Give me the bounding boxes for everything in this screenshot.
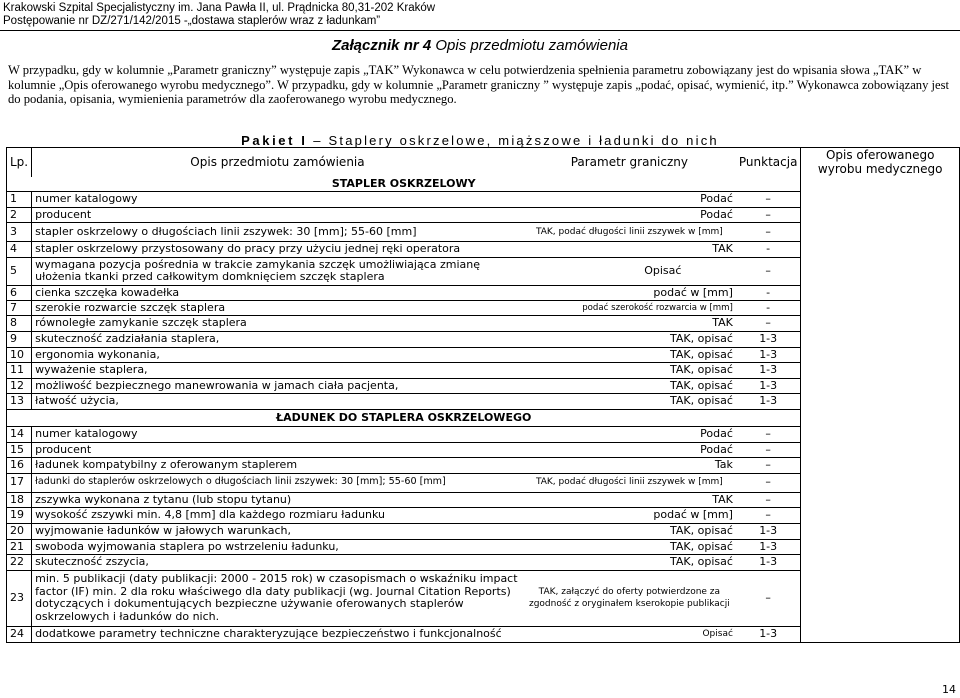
- row-description: min. 5 publikacji (daty publikacji: 2000 - 2015 rok) w czasopismach o wskaźniku impact factor (IF) min. 2 dla roku właściwego dla daty publikacji (wg. Journal Citation Reports) dotyczących i dokumentujących bezpieczne używanie oferowanych staplerów oskrzelowych i ładunków do nich.: [32, 570, 523, 626]
- row-description: wyjmowanie ładunków w jałowych warunkach,: [32, 523, 523, 539]
- row-points: –: [736, 458, 801, 474]
- row-points: 1-3: [736, 555, 801, 571]
- row-points: -: [736, 242, 801, 258]
- table-row: [7, 508, 960, 524]
- intro-paragraph: W przypadku, gdy w kolumnie „Parametr graniczny” występuje zapis „TAK” Wykonawca w celu potwierdzenia spełnienia parametru zobowiązany jest do wpisania słowa „TAK” w kolumnie „Opis oferowanego wyrobu medycznego”. W przypadku, gdy w kolumnie „Parametr graniczny ” występuje zapis „podać, opisać, wymienić, itp.” Wykonawca zobowiązany jest do podania, opisania, wymienienia parametrów dla zaoferowanego wyrobu medycznego.: [8, 63, 950, 106]
- row-number: 11: [7, 363, 32, 379]
- row-number: 16: [7, 458, 32, 474]
- row-points: –: [736, 492, 801, 508]
- table-row: [7, 285, 960, 301]
- row-points: –: [736, 442, 801, 458]
- section-title: STAPLER OSKRZELOWY: [7, 177, 801, 192]
- row-description: stapler oskrzelowy przystosowany do pracy przy użyciu jednej ręki operatora: [32, 242, 523, 258]
- row-parameter: podać szerokość rozwarcia w [mm]: [523, 301, 736, 316]
- row-parameter: TAK: [523, 242, 736, 258]
- row-parameter: podać w [mm]: [523, 508, 736, 524]
- table-row: [7, 442, 960, 458]
- offer-cell[interactable]: [801, 394, 960, 410]
- row-number: 17: [7, 473, 32, 492]
- offer-cell[interactable]: [801, 177, 960, 192]
- row-description: równoległe zamykanie szczęk staplera: [32, 316, 523, 332]
- table-row: [7, 378, 960, 394]
- offer-cell[interactable]: [801, 570, 960, 626]
- header-hospital: Krakowski Szpital Specjalistyczny im. Jana Pawła II, ul. Prądnicka 80,31-202 Kraków: [3, 2, 436, 14]
- row-parameter: TAK, opisać: [523, 378, 736, 394]
- header-offer: Opis oferowanego wyrobu medycznego: [801, 148, 960, 177]
- package-heading: [0, 133, 960, 148]
- row-parameter: TAK: [523, 316, 736, 332]
- row-points: –: [736, 508, 801, 524]
- table-row: [7, 242, 960, 258]
- offer-cell[interactable]: [801, 508, 960, 524]
- row-parameter: TAK, opisać: [523, 363, 736, 379]
- row-description: ergonomia wykonania,: [32, 347, 523, 363]
- table-row: [7, 363, 960, 379]
- row-number: 23: [7, 570, 32, 626]
- row-parameter: TAK, załączyć do oferty potwierdzone za zgodność z oryginałem kserokopie publikacji: [523, 570, 736, 626]
- offer-cell[interactable]: [801, 301, 960, 316]
- row-points: 1-3: [736, 523, 801, 539]
- row-parameter: TAK, podać długości linii zszywek w [mm]: [523, 473, 736, 492]
- row-points: 1-3: [736, 539, 801, 555]
- offer-cell[interactable]: [801, 458, 960, 474]
- row-parameter: TAK, opisać: [523, 394, 736, 410]
- table-row: [7, 523, 960, 539]
- row-points: 1-3: [736, 626, 801, 642]
- table-row: [7, 316, 960, 332]
- offer-cell[interactable]: [801, 316, 960, 332]
- offer-cell[interactable]: [801, 492, 960, 508]
- row-parameter: TAK, opisać: [523, 347, 736, 363]
- table-row: [7, 223, 960, 242]
- row-number: 2: [7, 207, 32, 223]
- header-points: Punktacja: [736, 148, 801, 177]
- row-number: 15: [7, 442, 32, 458]
- row-parameter: Podać: [523, 207, 736, 223]
- offer-cell[interactable]: [801, 257, 960, 285]
- row-number: 5: [7, 257, 32, 285]
- offer-cell[interactable]: [801, 409, 960, 426]
- table-row: [7, 426, 960, 442]
- row-parameter: Podać: [523, 426, 736, 442]
- row-description: szerokie rozwarcie szczęk staplera: [32, 301, 523, 316]
- row-parameter: podać w [mm]: [523, 285, 736, 301]
- offer-cell[interactable]: [801, 523, 960, 539]
- title-rest: Opis przedmiotu zamówienia: [431, 37, 628, 54]
- spec-table: [6, 147, 960, 643]
- row-description: cienka szczęka kowadełka: [32, 285, 523, 301]
- package-rest: – Staplery oskrzelowe, miąższowe i ładunki do nich: [307, 133, 719, 148]
- offer-cell[interactable]: [801, 626, 960, 642]
- offer-cell[interactable]: [801, 223, 960, 242]
- row-number: 20: [7, 523, 32, 539]
- row-description: producent: [32, 207, 523, 223]
- row-description: numer katalogowy: [32, 192, 523, 208]
- row-points: –: [736, 316, 801, 332]
- row-description: skuteczność zadziałania staplera,: [32, 331, 523, 347]
- row-number: 22: [7, 555, 32, 571]
- row-number: 9: [7, 331, 32, 347]
- row-parameter: Opisać: [523, 257, 736, 285]
- header-divider: [0, 30, 960, 31]
- row-parameter: TAK, opisać: [523, 331, 736, 347]
- row-number: 14: [7, 426, 32, 442]
- row-number: 21: [7, 539, 32, 555]
- row-parameter: Opisać: [523, 626, 736, 642]
- offer-cell[interactable]: [801, 442, 960, 458]
- row-description: dodatkowe parametry techniczne charakteryzujące bezpieczeństwo i funkcjonalność: [32, 626, 523, 642]
- row-points: –: [736, 223, 801, 242]
- row-number: 6: [7, 285, 32, 301]
- offer-cell[interactable]: [801, 285, 960, 301]
- table-row: [7, 473, 960, 492]
- row-number: 12: [7, 378, 32, 394]
- offer-cell[interactable]: [801, 555, 960, 571]
- row-description: numer katalogowy: [32, 426, 523, 442]
- row-description: wyważenie staplera,: [32, 363, 523, 379]
- row-parameter: TAK, opisać: [523, 555, 736, 571]
- offer-cell[interactable]: [801, 331, 960, 347]
- offer-cell[interactable]: [801, 347, 960, 363]
- title-bold: Załącznik nr 4: [332, 37, 432, 54]
- row-number: 8: [7, 316, 32, 332]
- row-number: 7: [7, 301, 32, 316]
- row-points: 1-3: [736, 363, 801, 379]
- row-parameter: TAK, opisać: [523, 539, 736, 555]
- row-parameter: Podać: [523, 192, 736, 208]
- row-description: ładunek kompatybilny z oferowanym staplerem: [32, 458, 523, 474]
- row-points: –: [736, 207, 801, 223]
- row-description: ładunki do staplerów oskrzelowych o długościach linii zszywek: 30 [mm]; 55-60 [mm]: [32, 473, 523, 492]
- row-parameter: Podać: [523, 442, 736, 458]
- offer-cell[interactable]: [801, 192, 960, 208]
- table-row: [7, 347, 960, 363]
- offer-cell[interactable]: [801, 378, 960, 394]
- page-title: [0, 37, 960, 54]
- package-bold: Pakiet I: [241, 133, 308, 148]
- row-number: 19: [7, 508, 32, 524]
- header-parameter: Parametr graniczny: [523, 148, 736, 177]
- row-points: –: [736, 473, 801, 492]
- row-parameter: Tak: [523, 458, 736, 474]
- table-row: [7, 192, 960, 208]
- document-header: [3, 2, 435, 28]
- table-header-row: [7, 148, 960, 177]
- row-points: 1-3: [736, 331, 801, 347]
- offer-cell[interactable]: [801, 242, 960, 258]
- row-description: wysokość zszywki min. 4,8 [mm] dla każdego rozmiaru ładunku: [32, 508, 523, 524]
- section-row: [7, 409, 960, 426]
- header-procedure: Postępowanie nr DZ/271/142/2015 -„dostawa staplerów wraz z ładunkam”: [3, 15, 381, 27]
- row-parameter: TAK: [523, 492, 736, 508]
- row-parameter: TAK, opisać: [523, 523, 736, 539]
- row-number: 1: [7, 192, 32, 208]
- table-row: [7, 626, 960, 642]
- row-points: 1-3: [736, 378, 801, 394]
- row-description: producent: [32, 442, 523, 458]
- offer-cell[interactable]: [801, 207, 960, 223]
- row-description: swoboda wyjmowania staplera po wstrzeleniu ładunku,: [32, 539, 523, 555]
- table-row: [7, 570, 960, 626]
- table-row: [7, 394, 960, 410]
- table-row: [7, 492, 960, 508]
- table-row: [7, 331, 960, 347]
- row-number: 10: [7, 347, 32, 363]
- table-row: [7, 301, 960, 316]
- row-number: 24: [7, 626, 32, 642]
- section-row: [7, 177, 960, 192]
- row-description: stapler oskrzelowy o długościach linii zszywek: 30 [mm]; 55-60 [mm]: [32, 223, 523, 242]
- offer-cell[interactable]: [801, 426, 960, 442]
- row-points: -: [736, 285, 801, 301]
- table-row: [7, 257, 960, 285]
- header-description: Opis przedmiotu zamówienia: [32, 148, 523, 177]
- header-lp: Lp.: [7, 148, 32, 177]
- row-points: –: [736, 192, 801, 208]
- table-row: [7, 555, 960, 571]
- offer-cell[interactable]: [801, 363, 960, 379]
- row-description: skuteczność zszycia,: [32, 555, 523, 571]
- row-description: łatwość użycia,: [32, 394, 523, 410]
- table-row: [7, 539, 960, 555]
- row-points: 1-3: [736, 347, 801, 363]
- row-points: –: [736, 426, 801, 442]
- row-number: 13: [7, 394, 32, 410]
- row-number: 4: [7, 242, 32, 258]
- row-number: 3: [7, 223, 32, 242]
- offer-cell[interactable]: [801, 539, 960, 555]
- row-points: –: [736, 570, 801, 626]
- page-number: 14: [942, 683, 956, 696]
- table-row: [7, 207, 960, 223]
- row-points: 1-3: [736, 394, 801, 410]
- row-number: 18: [7, 492, 32, 508]
- row-description: wymagana pozycja pośrednia w trakcie zamykania szczęk umożliwiająca zmianę ułożenia tkanki przed całkowitym domknięciem szczęk staplera: [32, 257, 523, 285]
- offer-cell[interactable]: [801, 473, 960, 492]
- row-parameter: TAK, podać długości linii zszywek w [mm]: [523, 223, 736, 242]
- row-description: możliwość bezpiecznego manewrowania w jamach ciała pacjenta,: [32, 378, 523, 394]
- table-row: [7, 458, 960, 474]
- row-points: –: [736, 257, 801, 285]
- row-description: zszywka wykonana z tytanu (lub stopu tytanu): [32, 492, 523, 508]
- row-points: -: [736, 301, 801, 316]
- section-title: ŁADUNEK DO STAPLERA OSKRZELOWEGO: [7, 409, 801, 426]
